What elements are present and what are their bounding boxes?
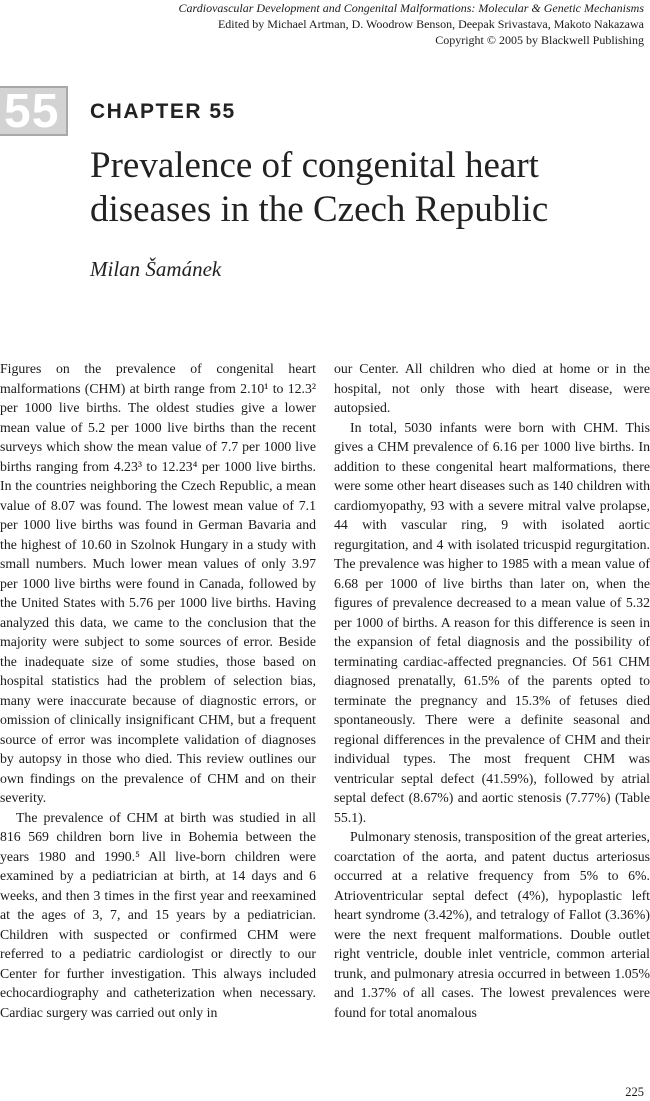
paragraph: our Center. All children who died at home or in the hospital, not only those with heart disease, were autopsied. bbox=[334, 361, 650, 415]
chapter-title: Prevalence of congenital heart diseases in the Czech Republic bbox=[90, 145, 549, 230]
paragraph: Pulmonary stenosis, transposition of the great arteries, coarctation of the aorta, and patent ductus arteriosus occurred at a relative frequency from 5% to 6%. Atrioventricular septal defect (4%), hypoplastic left heart syndrome (3.42%), and tetralogy of Fallot (3.36%) were the next frequent malformations. Double outlet right ventricle, double inlet ventricle, common arterial trunk, and pulmonary atresia occurred in between 1.05% and 1.37% of all cases. The lowest prevalences were found for total anomalous bbox=[334, 829, 650, 1020]
copyright-line: Copyright © 2005 by Blackwell Publishing bbox=[435, 33, 644, 47]
body-column-right bbox=[334, 359, 650, 1022]
chapter-label: CHAPTER 55 bbox=[90, 100, 236, 123]
journal-title: Cardiovascular Development and Congenital Malformations: Molecular & Genetic Mechanisms bbox=[178, 1, 644, 15]
author-name: Milan Šamánek bbox=[90, 257, 222, 281]
paragraph: Figures on the prevalence of congenital heart malformations (CHM) at birth range from 2.10¹ to 12.3² per 1000 live births. The oldest studies give a lower mean value of 5.2 per 1000 live births than the recent surveys which show the mean value of 7.7 per 1000 live births ranging from 4.23³ to 12.23⁴ per 1000 live births. In the countries neighboring the Czech Republic, a mean value of 8.07 was found. The lowest mean value of 7.1 per 1000 live births was found in German Bavaria and the highest of 10.60 in Szolnok Hungary in a study with small numbers. Much lower mean values of only 3.97 per 1000 live births were found in Canada, followed by the United States with 5.76 per 1000 live births. Having analyzed this data, we came to the conclusion that the majority were subject to some sources of error. Beside the inadequate size of some studies, those based on hospital statistics had the problem of selection bias, many were inaccurate because of diagnostic errors, or omission of clinically insignificant CHM, but a frequent source of error was incomplete validation of diagnoses by autopsy in those who died. This review outlines our own findings on the prevalence of CHM and on their severity. bbox=[0, 361, 316, 805]
body-column-left bbox=[0, 359, 316, 1022]
running-header bbox=[44, 0, 644, 48]
page-number: 225 bbox=[625, 1085, 644, 1099]
editors-line: Edited by Michael Artman, D. Woodrow Benson, Deepak Srivastava, Makoto Nakazawa bbox=[217, 17, 644, 31]
paragraph: In total, 5030 infants were born with CHM. This gives a CHM prevalence of 6.16 per 1000 live births. In addition to these congenital heart malformations, there were some other heart diseases such as 140 children with cardiomyopathy, 93 with a severe mitral valve prolapse, 44 with vascular ring, 9 with isolated aortic regurgitation, and 4 with isolated tricuspid regurgitation. The prevalence was higher to 1985 with a mean value of 6.68 per 1000 of live births than later on, when the figures of prevalence decreased to a mean value of 5.32 per 1000 of births. A reason for this difference is seen in the expansion of fetal diagnosis and the possibility of terminating cardiac-affected pregnancies. Of 561 CHM diagnosed prenatally, 61.5% of the parents opted to terminate the pregnancy and 15.3% of fetuses died spontaneously. There were a definite seasonal and regional differences in the prevalence of CHM and their individual types. The most frequent CHM was ventricular septal defect (41.59%), followed by atrial septal defect (8.67%) and aortic stenosis (7.77%) (Table 55.1). bbox=[334, 419, 650, 825]
paragraph: The prevalence of CHM at birth was studied in all 816 569 children born live in Bohemia between the years 1980 and 1990.⁵ All live-born children were examined by a pediatrician at birth, at 14 days and 6 weeks, and then 3 times in the first year and reexamined at the ages of 3, 7, and 15 years by a pediatrician. Children with suspected or confirmed CHM were referred to a pediatric cardiologist or directly to our Center for further investigation. This always included echocardiography and catheterization when necessary. Cardiac surgery was carried out only in bbox=[0, 809, 316, 1020]
chapter-number: 55 bbox=[4, 85, 60, 138]
